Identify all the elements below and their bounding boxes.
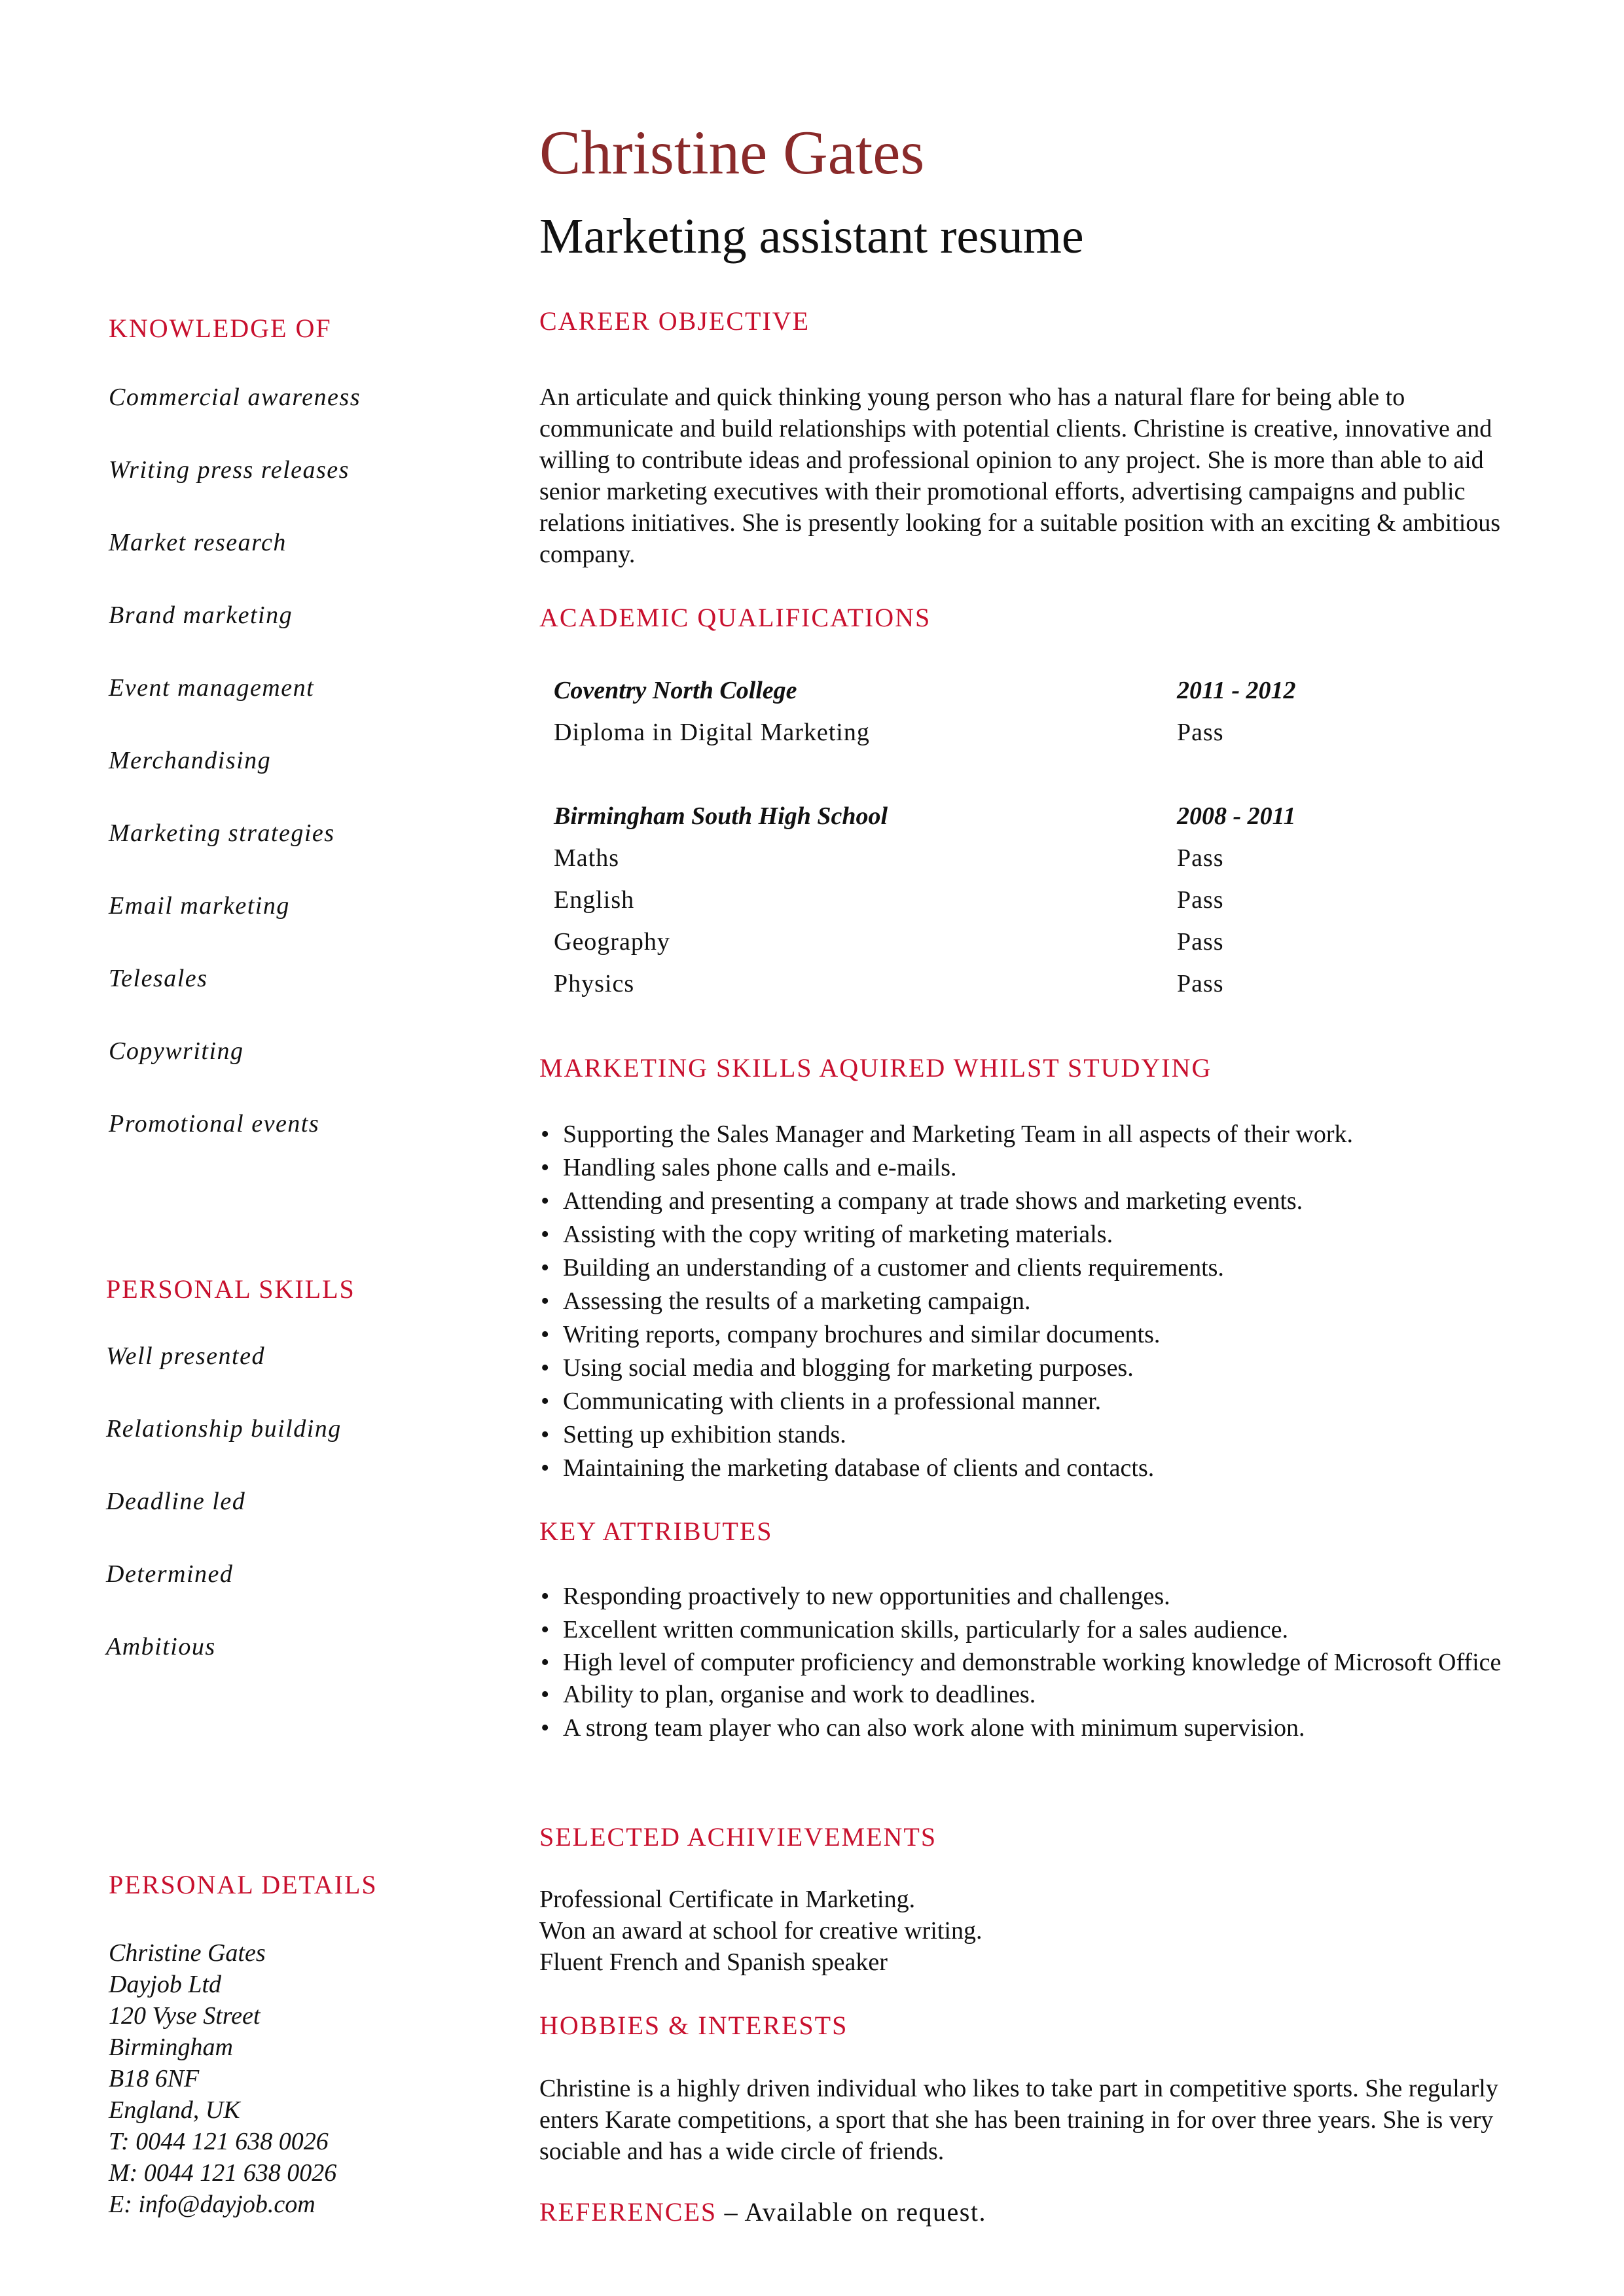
- bullet-icon: •: [541, 1321, 550, 1348]
- marketing-skill-item: [539, 1418, 1561, 1452]
- qualification-subject: Physics: [554, 970, 635, 997]
- key-attribute-item: [539, 1613, 1508, 1647]
- detail-country: England, UK: [109, 2096, 240, 2124]
- bullet-icon: •: [541, 1388, 550, 1415]
- bullet-icon: •: [541, 1649, 550, 1676]
- bullet-icon: •: [541, 1254, 550, 1282]
- marketing-skill-text: Writing reports, company brochures and similar documents.: [563, 1321, 1161, 1348]
- detail-street: 120 Vyse Street: [109, 2002, 261, 2030]
- key-attribute-item: [539, 1712, 1508, 1745]
- institution-years: 2011 - 2012: [1177, 677, 1296, 704]
- bullet-icon: •: [541, 1714, 550, 1742]
- detail-city: Birmingham: [109, 2034, 233, 2061]
- key-attribute-text: Excellent written communication skills, particularly for a sales audience.: [563, 1616, 1288, 1643]
- career-objective-text: An articulate and quick thinking young person who has a natural flare for being able to communicate and build relationships with potential clients. Christine is creative, innovative and willing to contribute ideas and professional opinion to any project. She is more than able to aid senior marketing executives with their promotional efforts, advertising campaigns and public relations initiatives. She is presently looking for a suitable position with an exciting & ambitious company.: [539, 384, 1501, 568]
- achievements-list: [539, 1884, 1561, 1978]
- detail-company: Dayjob Ltd: [109, 1971, 222, 1998]
- marketing-skill-text: Handling sales phone calls and e-mails.: [563, 1154, 957, 1181]
- career-objective-heading: CAREER OBJECTIVE: [539, 306, 810, 336]
- marketing-skill-item: [539, 1285, 1561, 1318]
- marketing-skill-text: Supporting the Sales Manager and Marketing Team in all aspects of their work.: [563, 1121, 1354, 1148]
- detail-mobile: M: 0044 121 638 0026: [109, 2159, 337, 2187]
- knowledge-item: Copywriting: [109, 1037, 244, 1065]
- marketing-skill-item: [539, 1385, 1561, 1418]
- institution-years: 2008 - 2011: [1177, 802, 1296, 830]
- detail-email: E: info@dayjob.com: [109, 2191, 316, 2218]
- detail-telephone: T: 0044 121 638 0026: [109, 2128, 329, 2155]
- marketing-skills-heading: MARKETING SKILLS AQUIRED WHILST STUDYING: [539, 1053, 1212, 1083]
- knowledge-item: Commercial awareness: [109, 384, 361, 411]
- marketing-skill-item: [539, 1118, 1561, 1151]
- references-heading: REFERENCES: [539, 2197, 717, 2227]
- marketing-skill-text: Assessing the results of a marketing campaign.: [563, 1287, 1031, 1315]
- knowledge-item: Merchandising: [109, 747, 272, 774]
- institution-name: Birmingham South High School: [554, 802, 888, 830]
- bullet-icon: •: [541, 1421, 550, 1448]
- knowledge-item: Brand marketing: [109, 601, 293, 629]
- resume-title: Marketing assistant resume: [539, 209, 1084, 264]
- personal-skill-item: Ambitious: [106, 1633, 216, 1660]
- marketing-skill-text: Using social media and blogging for marketing purposes.: [563, 1354, 1134, 1382]
- detail-postcode: B18 6NF: [109, 2065, 200, 2092]
- marketing-skill-text: Setting up exhibition stands.: [563, 1421, 846, 1448]
- personal-skill-item: Determined: [106, 1560, 234, 1588]
- key-attribute-text: Responding proactively to new opportunities and challenges.: [563, 1583, 1170, 1610]
- key-attributes-heading: KEY ATTRIBUTES: [539, 1516, 773, 1546]
- bullet-icon: •: [541, 1616, 550, 1643]
- key-attributes-list: [539, 1580, 1508, 1745]
- qualification-result: Pass: [1177, 719, 1224, 746]
- personal-details-heading: PERSONAL DETAILS: [109, 1870, 378, 1899]
- marketing-skill-item: [539, 1218, 1561, 1251]
- qualification-subject: Maths: [554, 844, 619, 872]
- qualification-subject: Geography: [554, 928, 670, 956]
- marketing-skills-list: [539, 1118, 1561, 1485]
- knowledge-item: Email marketing: [109, 892, 290, 920]
- knowledge-item: Telesales: [109, 965, 208, 992]
- knowledge-item: Marketing strategies: [109, 819, 335, 847]
- hobbies-heading: HOBBIES & INTERESTS: [539, 2011, 848, 2040]
- marketing-skill-text: Building an understanding of a customer and clients requirements.: [563, 1254, 1224, 1282]
- marketing-skill-text: Maintaining the marketing database of clients and contacts.: [563, 1454, 1155, 1482]
- knowledge-item: Writing press releases: [109, 456, 350, 484]
- knowledge-item: Market research: [109, 529, 287, 556]
- candidate-name: Christine Gates: [539, 118, 925, 187]
- knowledge-item: Promotional events: [109, 1110, 320, 1138]
- bullet-icon: •: [541, 1454, 550, 1482]
- references-text: – Available on request.: [717, 2197, 986, 2227]
- marketing-skill-text: Attending and presenting a company at trade shows and marketing events.: [563, 1187, 1303, 1215]
- knowledge-item: Event management: [109, 674, 315, 702]
- academic-heading: ACADEMIC QUALIFICATIONS: [539, 603, 931, 632]
- key-attribute-text: Ability to plan, organise and work to deadlines.: [563, 1681, 1036, 1708]
- bullet-icon: •: [541, 1354, 550, 1382]
- qualification-subject: English: [554, 886, 635, 914]
- knowledge-heading: KNOWLEDGE OF: [109, 314, 332, 343]
- personal-skills-heading: PERSONAL SKILLS: [106, 1274, 355, 1304]
- references-line: [539, 2197, 986, 2227]
- qualification-result: Pass: [1177, 844, 1224, 872]
- key-attribute-text: High level of computer proficiency and demonstrable working knowledge of Microsoft Office: [563, 1649, 1502, 1676]
- personal-skill-item: Relationship building: [106, 1415, 342, 1443]
- bullet-icon: •: [541, 1681, 550, 1708]
- personal-skill-item: Deadline led: [106, 1488, 246, 1515]
- achievement-item: Professional Certificate in Marketing.: [539, 1886, 916, 1913]
- bullet-icon: •: [541, 1287, 550, 1315]
- hobbies-text: Christine is a highly driven individual who likes to take part in competitive sports. She regularly enters Karate competitions, a sport that she has been training in for over three years. She is very sociable and has a wide circle of friends.: [539, 2075, 1498, 2165]
- achievement-item: Fluent French and Spanish speaker: [539, 1948, 888, 1976]
- key-attribute-item: [539, 1678, 1508, 1712]
- bullet-icon: •: [541, 1221, 550, 1248]
- marketing-skill-item: [539, 1318, 1561, 1352]
- qualification-result: Pass: [1177, 886, 1224, 914]
- key-attribute-text: A strong team player who can also work alone with minimum supervision.: [563, 1714, 1305, 1742]
- qualification-result: Pass: [1177, 970, 1224, 997]
- key-attribute-item: [539, 1580, 1508, 1613]
- marketing-skill-item: [539, 1151, 1561, 1185]
- achievements-heading: SELECTED ACHIVIEVEMENTS: [539, 1822, 937, 1852]
- detail-name: Christine Gates: [109, 1939, 266, 1967]
- bullet-icon: •: [541, 1583, 550, 1610]
- personal-details-list: [109, 1937, 336, 2220]
- marketing-skill-text: Communicating with clients in a professional manner.: [563, 1388, 1102, 1415]
- marketing-skill-item: [539, 1452, 1561, 1485]
- bullet-icon: •: [541, 1154, 550, 1181]
- marketing-skill-item: [539, 1251, 1561, 1285]
- bullet-icon: •: [541, 1187, 550, 1215]
- key-attribute-item: [539, 1647, 1508, 1678]
- personal-skill-item: Well presented: [106, 1342, 265, 1370]
- marketing-skill-item: [539, 1185, 1561, 1218]
- marketing-skill-text: Assisting with the copy writing of marketing materials.: [563, 1221, 1113, 1248]
- qualification-subject: Diploma in Digital Marketing: [554, 719, 870, 746]
- marketing-skill-item: [539, 1352, 1561, 1385]
- qualification-result: Pass: [1177, 928, 1224, 956]
- institution-name: Coventry North College: [554, 677, 797, 704]
- achievement-item: Won an award at school for creative writing.: [539, 1917, 983, 1945]
- bullet-icon: •: [541, 1121, 550, 1148]
